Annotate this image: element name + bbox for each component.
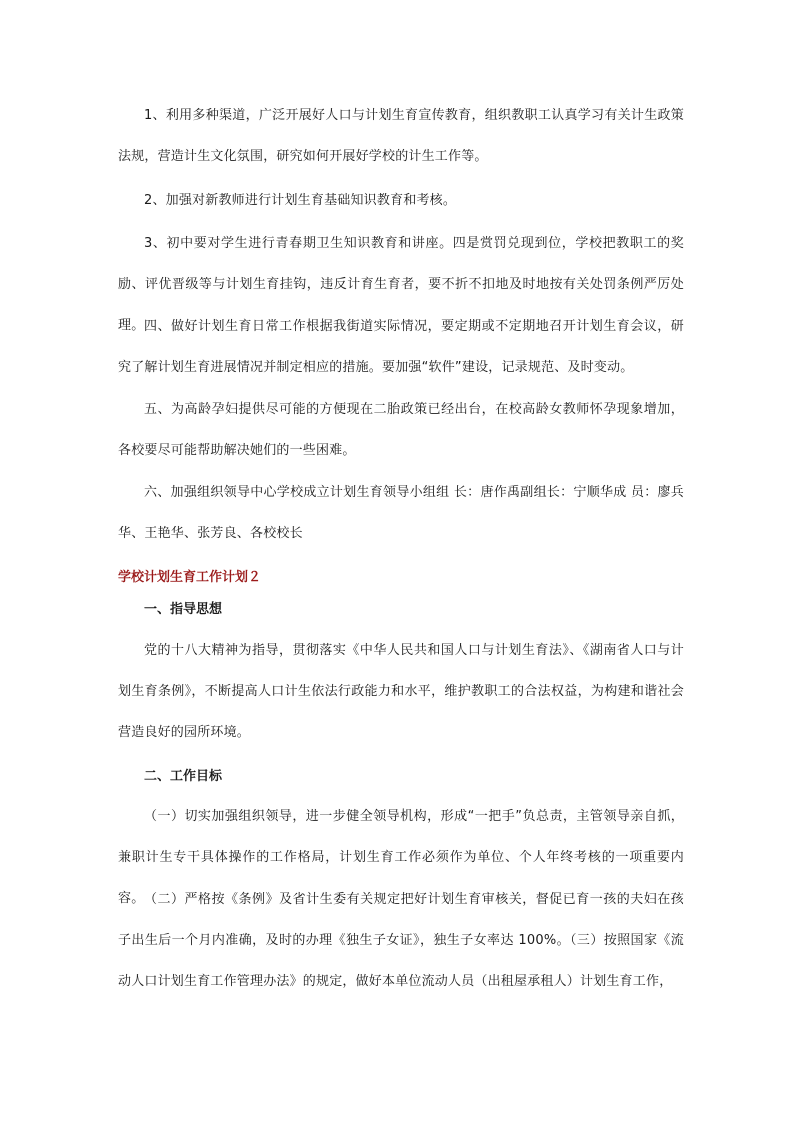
paragraph-5: 五、为高龄孕妇提供尽可能的方便现在二胎政策已经出台，在校高龄女教师怀孕现象增加，各校要尽可能帮助解决她们的一些困难。 — [118, 402, 684, 458]
paragraph-2: 2、加强对新教师进行计划生育基础知识教育和考核。 — [144, 193, 457, 208]
paragraph-1: 1、利用多种渠道，广泛开展好人口与计划生育宣传教育，组织教职工认真学习有关计生政策法规，营造计生文化氛围，研究如何开展好学校的计生工作等。 — [118, 108, 684, 164]
subheading-work-goals: 二、工作目标 — [144, 769, 223, 784]
subheading-guiding-ideology: 一、指导思想 — [144, 602, 223, 617]
paragraph-6: 六、加强组织领导中心学校成立计划生育领导小组组 长：唐作禹副组长：宁顺华成 员：廖兵华、王艳华、张芳良、各校校长 — [118, 485, 684, 541]
section-title: 学校计划生育工作计划２ — [118, 570, 262, 585]
paragraph-goal-2: （二）严格按《条例》及省计生委有关规定把好计划生育审核关，督促已育一孩的夫妇在孩子出生后一个月内准确，及时的办理《独生子女证》，独生子女率达 100%。（三）按照国家《流动人口计划生育工作管理办法》的规定，做好本单位流动人员（出租屋承租人）计划生育工作， — [118, 892, 684, 989]
paragraph-goal-1: （一）切实加强组织领导，进一步健全领导机构，形成“一把手”负总责，主管领导亲自抓，兼职计生专干具体操作的工作格局，计划生育工作必须作为单位、个人年终考核的一项重要内容。 — [118, 809, 684, 906]
paragraph-3: 3、初中要对学生进行青春期卫生知识教育和讲座。四是赏罚兑现到位，学校把教职工的奖励、评优晋级等与计划生育挂钩，违反计育生育者，要不折不扣地及时地按有关处罚条例严厉处理。 — [118, 236, 684, 333]
paragraph-guiding-ideology: 党的十八大精神为指导，贯彻落实《中华人民共和国人口与计划生育法》、《湖南省人口与计划生育条例》，不断提高人口计生依法行政能力和水平，维护教职工的合法权益，为构建和谐社会营造良好的园所环境。 — [118, 643, 684, 740]
paragraph-4: 四、做好计划生育日常工作根据我街道实际情况，要定期或不定期地召开计划生育会议，研究了解计划生育进展情况并制定相应的措施。要加强“软件”建设，记录规范、及时变动。 — [118, 319, 684, 375]
